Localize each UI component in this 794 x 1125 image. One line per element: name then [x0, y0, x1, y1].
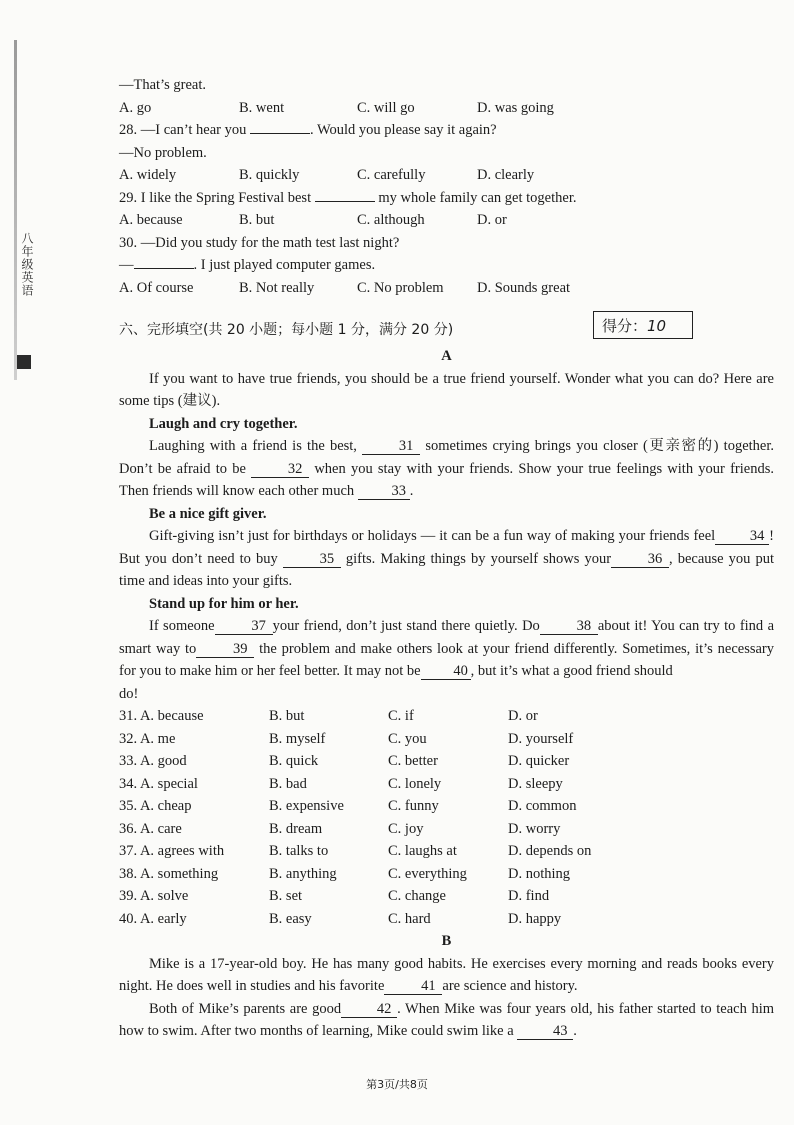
text: Mike is a 17-year-old boy. He has many good habits. He exercises every morning and reads books	[149, 955, 738, 972]
q29-options	[119, 209, 774, 232]
text: Both of Mike’s parents are good	[149, 1000, 342, 1017]
text: If someone	[149, 618, 215, 634]
cloze-blank-39: 39	[196, 641, 254, 658]
dash: —	[119, 257, 134, 273]
q30-stem: 30. —Did you study for the math test last night?	[119, 234, 400, 251]
option: D. happy	[508, 910, 562, 927]
text: are some tips (建议).	[119, 370, 774, 409]
option: 37. A. agrees with	[119, 843, 225, 859]
q29-text-end: my whole family can get together.	[378, 189, 577, 206]
cloze-blank-43: 43	[517, 1023, 573, 1040]
question-row	[119, 795, 774, 818]
cloze-blank-33: 33	[358, 483, 410, 500]
option: C. will go	[357, 99, 415, 116]
cloze-blank-35: 35	[283, 551, 341, 568]
answer-blank	[134, 254, 194, 269]
text: sometimes crying brings you closer (更亲密的) together.	[425, 438, 775, 454]
section-title: 六、完形填空(共 20 小题；每小题 1 分，满分 20 分)	[119, 322, 454, 338]
cloze-blank-34: 34	[715, 528, 769, 545]
option: C. you	[388, 730, 427, 747]
option: C. joy	[388, 820, 424, 837]
question-row	[119, 773, 774, 796]
tip-paragraph-1	[119, 435, 774, 503]
question-row	[119, 885, 774, 908]
q28-options	[119, 164, 774, 187]
passage-b-paragraph-1	[119, 953, 774, 998]
cloze-blank-37: 37	[215, 618, 273, 635]
option: A. Of course	[119, 279, 194, 296]
q28-reply: —No problem.	[119, 144, 207, 161]
option: B. bad	[269, 775, 307, 792]
option: D. nothing	[508, 865, 571, 882]
passage-b-label: B	[441, 933, 452, 949]
option: D. yourself	[508, 730, 574, 747]
option: D. depends on	[508, 843, 592, 859]
cloze-blank-31: 31	[362, 438, 420, 455]
option: D. clearly	[477, 167, 535, 183]
question-row	[119, 863, 774, 886]
option: D. common	[508, 798, 577, 814]
option: B. talks to	[269, 843, 329, 859]
q28-text: 28. —I can’t hear you	[119, 122, 247, 138]
option: A. widely	[119, 167, 177, 183]
text: are science and history.	[442, 978, 578, 994]
cloze-blank-32: 32	[251, 461, 309, 478]
side-subject-label: 八年级英语	[20, 232, 34, 297]
text: ! But you don’t need to buy	[119, 528, 775, 567]
option: D. find	[508, 888, 550, 904]
section-six-header	[119, 311, 774, 345]
text: because you put time and ideas into your gifts.	[119, 550, 775, 589]
score-box	[593, 311, 693, 339]
option: 40. A. early	[119, 910, 187, 927]
exam-page	[119, 74, 774, 1043]
question-row	[119, 750, 774, 773]
text: feel	[693, 528, 716, 544]
text: when you stay with your friends. Show your true feelings with your friends.	[314, 460, 774, 477]
option: B. but	[239, 212, 275, 228]
option: D. sleepy	[508, 775, 563, 792]
q29-stem	[119, 187, 774, 210]
option: C. although	[357, 212, 425, 228]
text: .	[573, 1023, 577, 1039]
tip-heading-1: Laugh and cry together.	[149, 415, 298, 432]
q28-text-end: . Would you please say it again?	[310, 122, 497, 138]
score-value: 10	[647, 317, 667, 335]
q27-reply: —That’s great.	[119, 77, 206, 93]
text: Laughing with a friend is the best,	[149, 438, 357, 454]
option: D. quicker	[508, 753, 570, 769]
option: 33. A. good	[119, 753, 187, 769]
option: B. set	[269, 888, 303, 904]
option: D. or	[508, 708, 538, 724]
option: B. anything	[269, 865, 337, 882]
option: B. expensive	[269, 798, 344, 814]
text: , but it’s what a good friend should	[470, 663, 673, 679]
cloze-blank-40: 40	[421, 663, 471, 680]
option: C. No problem	[357, 279, 444, 296]
option: A. go	[119, 99, 152, 116]
option: C. better	[388, 753, 438, 769]
tip-paragraph-2	[119, 525, 774, 593]
option: 35. A. cheap	[119, 798, 192, 814]
tip-heading-2: Be a nice gift giver.	[149, 505, 267, 522]
question-row	[119, 840, 774, 863]
option: B. but	[269, 708, 305, 724]
text: every night. He does well in studies and his favorite	[119, 955, 775, 994]
cloze-blank-36: 36	[611, 551, 669, 568]
q28-stem	[119, 119, 774, 142]
option: 32. A. me	[119, 730, 176, 747]
option: B. quickly	[239, 167, 300, 183]
passage-a-label: A	[441, 348, 452, 364]
text: ,	[669, 550, 673, 567]
text: If you want to have true friends, you should be a true friend yourself. Wonder what you can do? Here	[149, 370, 752, 387]
answer-blank	[250, 119, 310, 134]
binding-margin-line	[14, 40, 17, 380]
question-row	[119, 728, 774, 751]
option: A. because	[119, 212, 183, 228]
answer-blank	[315, 187, 375, 202]
option: 39. A. solve	[119, 888, 189, 904]
question-row	[119, 908, 774, 931]
option: B. went	[239, 99, 285, 116]
text: gifts. Making things by yourself shows your	[345, 550, 612, 567]
q30-options	[119, 277, 774, 300]
passage-a-intro	[119, 368, 774, 413]
q27-options	[119, 97, 774, 120]
option: C. if	[388, 708, 414, 724]
option: D. Sounds great	[477, 279, 571, 296]
option: B. Not really	[239, 279, 315, 296]
tip-paragraph-3	[119, 615, 774, 683]
side-marker	[17, 355, 31, 369]
option: C. carefully	[357, 167, 426, 183]
option: C. hard	[388, 910, 431, 927]
text: necessary for you to make him or her feel better. It may not be	[119, 640, 775, 679]
text: the problem and make others look at your friend differently. Sometimes, it’s	[259, 640, 713, 657]
option: C. laughs at	[388, 843, 457, 859]
q30-reply	[119, 254, 774, 277]
tip-heading-3: Stand up for him or her.	[149, 595, 299, 612]
text: him how to swim. After two months of learning, Mike could swim like a	[119, 1000, 774, 1039]
text: Gift-giving isn’t just for birthdays or holidays — it can be a fun way of making your friends	[149, 528, 690, 544]
page-number: 第3页/共8页	[366, 1078, 428, 1091]
text: Don’t be afraid to be	[119, 460, 246, 477]
question-row	[119, 705, 774, 728]
option: 38. A. something	[119, 865, 219, 882]
option: 31. A. because	[119, 708, 204, 724]
text: find a smart way to	[119, 618, 775, 657]
cloze-blank-42: 42	[341, 1001, 397, 1018]
cloze-blank-38: 38	[540, 618, 598, 635]
option: D. worry	[508, 820, 561, 837]
score-label: 得分：	[602, 317, 648, 335]
text: Then friends will know each other much	[119, 483, 355, 499]
option: 34. A. special	[119, 775, 198, 792]
option: C. lonely	[388, 775, 442, 792]
option: B. myself	[269, 730, 326, 747]
option: D. or	[477, 212, 507, 228]
option: B. easy	[269, 910, 312, 927]
option: C. funny	[388, 798, 439, 814]
passage-b-paragraph-2	[119, 998, 774, 1043]
text: .	[409, 483, 414, 499]
question-row	[119, 818, 774, 841]
text: . When Mike was four years old, his father started to teach	[397, 1000, 747, 1017]
option: B. dream	[269, 820, 323, 837]
text: about it! You can try to	[597, 618, 736, 634]
option: C. change	[388, 888, 446, 904]
tip-paragraph-3-end: do!	[119, 685, 139, 702]
option: 36. A. care	[119, 820, 182, 837]
option: B. quick	[269, 753, 319, 769]
cloze-blank-41: 41	[384, 978, 442, 995]
text: your friend, don’t just stand there quietly. Do	[272, 618, 540, 634]
passage-a-questions	[119, 705, 774, 930]
option: C. everything	[388, 865, 467, 882]
q29-text: 29. I like the Spring Festival best	[119, 189, 312, 206]
option: D. was going	[477, 99, 554, 116]
q30-reply-text: . I just played computer games.	[193, 257, 376, 273]
